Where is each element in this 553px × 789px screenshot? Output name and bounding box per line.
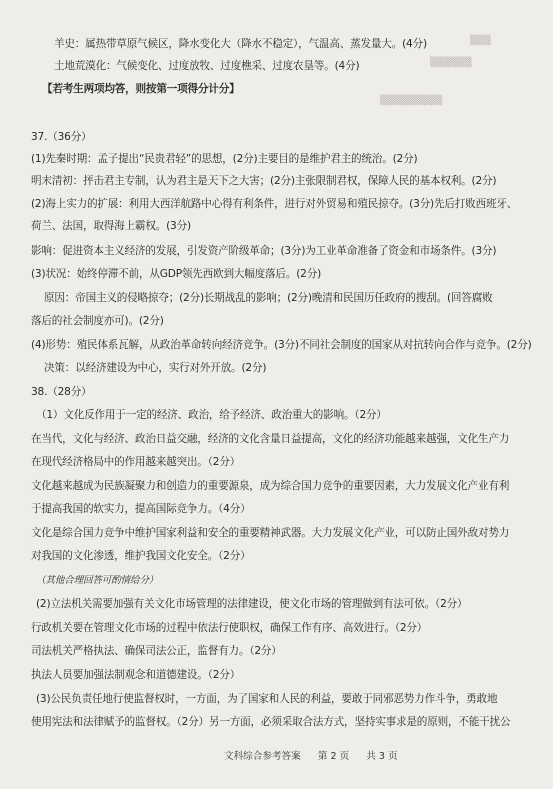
footer-title: 文科综合参考答案 (224, 751, 301, 762)
answer-line: 于提高我国的软实力，提高国际竞争力。（4分） (31, 503, 251, 515)
answer-line: （1）文化反作用于一定的经济、政治，给予经济、政治重大的影响。（2分） (36, 409, 387, 421)
answer-line: 执法人员要加强法制观念和道德建设。（2分） (31, 669, 241, 681)
answer-line: 文化越来越成为民族凝聚力和创造力的重要源泉，成为综合国力竞争的重要因素，大力发展文化产业有利 (31, 480, 510, 492)
answer-line: 羊史：属热带草原气候区，降水变化大（降水不稳定），气温高、蒸发量大。(4分) (54, 38, 427, 50)
bleed-through-mark: ▒▒▒▒▒▒▒▒▒ (380, 96, 443, 106)
answer-line: (2)立法机关需要加强有关文化市场管理的法律建设，使文化市场的管理做到有法可依。（2分） (36, 598, 468, 610)
bleed-through-mark: ▒▒▒▒▒▒ (430, 58, 472, 68)
answer-line: 行政机关要在管理文化市场的过程中依法行使职权，确保工作有序、高效进行。（2分） (31, 622, 428, 634)
answer-line: (1)先秦时期：孟子提出“民贵君轻”的思想，(2分)主要目的是维护君主的统治。(2分) (31, 153, 418, 165)
footer-total: 共 3 页 (366, 751, 398, 762)
question-heading: 38.（28分） (31, 386, 92, 398)
answer-line: 落后的社会制度亦可)。(2分) (31, 315, 164, 327)
answer-line: 影响：促进资本主义经济的发展，引发资产阶级革命；(3分)为工业革命准备了资金和市场条件。(3分) (31, 245, 497, 257)
answer-line: 明末清初：抨击君主专制，认为君主是天下之大害；(2分)主张限制君权，保障人民的基本权利。(2分) (31, 175, 497, 187)
footer-page: 第 2 页 (317, 751, 350, 762)
answer-line: 决策：以经济建设为中心，实行对外开放。(2分) (44, 362, 267, 374)
page-footer (224, 748, 412, 762)
answer-line: 使用宪法和法律赋予的监督权。（2分）另一方面，必须采取合法方式，坚持实事求是的原则，不能干扰公 (31, 716, 511, 728)
answer-line: 荷兰、法国，取得海上霸权。(3分) (31, 220, 191, 232)
answer-line: 在当代，文化与经济、政治日益交融，经济的文化含量日益提高，文化的经济功能越来越强，文化生产力 (31, 433, 510, 445)
answer-line: (3)状况：始终停滞不前，从GDP领先西欧到大幅度落后。(2分) (31, 268, 322, 280)
answer-line: 土地荒漠化：气候变化、过度放牧、过度樵采、过度农垦等。(4分) (54, 60, 360, 72)
answer-line: 原因：帝国主义的侵略掠夺；(2分)长期战乱的影响；(2分)晚清和民国历任政府的搜刮。(回答腐败 (44, 292, 493, 304)
answer-line: (3)公民负责任地行使监督权时，一方面，为了国家和人民的利益，要敢于同邪恶势力作斗争，勇敢地 (36, 693, 498, 705)
answer-line: (2)海上实力的扩展：利用大西洋航路中心得有利条件，进行对外贸易和殖民掠夺。(3分)先后打败西班牙、 (31, 198, 518, 210)
answer-line: 司法机关严格执法、确保司法公正，监督有力。（2分） (31, 645, 282, 657)
answer-line: 对我国的文化渗透，维护我国文化安全。（2分） (31, 550, 251, 562)
answer-line: 在现代经济格局中的作用越来越突出。（2分） (31, 456, 241, 468)
question-heading: 37.（36分） (31, 131, 92, 143)
scoring-note: （其他合理回答可酌情给分） (36, 575, 159, 586)
answer-line: 文化是综合国力竞争中维护国家利益和安全的重要精神武器。大力发展文化产业，可以防止国外敌对势力 (31, 527, 510, 539)
scoring-note: 【若考生两项均答，则按第一项得分计分】 (42, 83, 240, 95)
answer-line: (4)形势：殖民体系瓦解，从政治革命转向经济竞争。(3分)不同社会制度的国家从对抗转向合作与竞争。(2分) (31, 339, 532, 351)
bleed-through-mark: ▒▒▒ (470, 36, 491, 46)
